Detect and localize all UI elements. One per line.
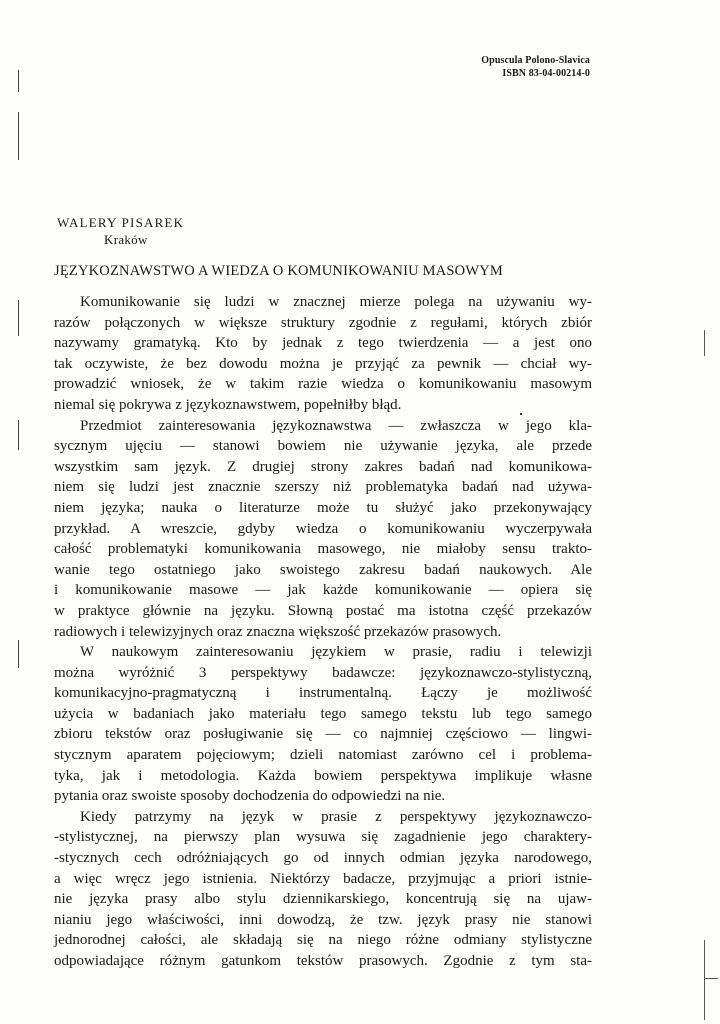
body-line: jednorodnej całości, ale składają się na niego różne odmiany stylistyczne <box>54 932 592 949</box>
body-line: niem języka; nauka o literaturze może tu służyć jako przekonywający <box>54 499 592 516</box>
body-line: niemal się pokrywa z językoznawstwem, popełniłby błąd. <box>54 396 402 413</box>
body-line: tak oczywiste, że bez dowodu można je przyjąć za pewnik — chciał wy- <box>54 355 592 372</box>
scan-edge-mark <box>704 940 705 1020</box>
scan-edge-mark <box>704 330 705 356</box>
body-line: tyka, jak i metodologia. Każda bowiem perspektywa implikuje własne <box>54 767 592 784</box>
scan-edge-mark <box>18 112 19 160</box>
body-line: prowadzić wniosek, że w takim razie wiedza o komunikowaniu masowym <box>54 376 592 393</box>
body-line: a więc wręcz jego istnienia. Niektórzy badacze, przyjmując a priori istnie- <box>54 870 592 887</box>
scan-edge-mark <box>704 978 718 979</box>
body-line: wszystkim sam język. Z drugiej strony zakres badań nad komunikowa- <box>54 458 592 475</box>
body-line: -stycznych cech odróżniających go od innych odmian języka narodowego, <box>54 850 592 867</box>
body-line: nianiu jego właściwości, inni dowodzą, że tzw. język prasy nie stanowi <box>54 911 592 928</box>
body-line: sycznym ujęciu — stanowi bowiem nie używanie języka, ale przede <box>54 438 592 455</box>
article-title: JĘZYKOZNAWSTWO A WIEDZA O KOMUNIKOWANIU MASOWYM <box>54 263 503 279</box>
body-line: niem się ludzi jest znacznie szerszy niż problematyka badań nad używa- <box>54 479 592 496</box>
scan-edge-mark <box>18 640 19 668</box>
body-line: przykład. A wreszcie, gdyby wiedza o komunikowaniu wyczerpywała <box>54 520 592 537</box>
body-line: zbioru tekstów oraz posługiwanie się — co najmniej częściowo — lingwi- <box>54 726 592 743</box>
body-line: pytania oraz swoiste sposoby dochodzenia do odpowiedzi na nie. <box>54 788 446 805</box>
body-line: można wyróżnić 3 perspektywy badawcze: językoznawczo-stylistyczną, <box>54 664 592 681</box>
body-line: odpowiadające różnym gatunkom tekstów prasowych. Zgodnie z tym sta- <box>54 953 592 969</box>
scan-edge-mark <box>18 300 19 336</box>
author-city: Kraków <box>104 232 148 247</box>
body-line: radiowych i telewizyjnych oraz znaczna większość przekazów prasowych. <box>54 623 502 640</box>
body-line: w praktyce głównie na języku. Słowną postać ma istotna część przekazów <box>54 602 592 619</box>
journal-isbn: ISBN 83-04-00214-0 <box>502 68 590 79</box>
body-line: wanie tego ostatniego jako swoistego zakresu badań naukowych. Ale <box>54 561 592 578</box>
body-line: -stylistycznej, na pierwszy plan wysuwa się zagadnienie jego charaktery- <box>54 829 592 846</box>
scan-edge-mark <box>18 70 19 92</box>
author-block <box>57 214 184 248</box>
journal-name: Opuscula Polono-Slavica <box>481 55 590 66</box>
body-line: W naukowym zainteresowaniu językiem w prasie, radiu i telewizji <box>80 644 592 661</box>
body-line: Komunikowanie się ludzi w znacznej mierze polega na używaniu wy- <box>80 294 592 310</box>
scan-speck <box>520 413 522 415</box>
body-line: stycznym aparatem pojęciowym; dzieli natomiast zarówno cel i problema- <box>54 747 592 764</box>
scan-edge-mark <box>18 420 19 450</box>
body-line: użycia w badaniach jako materiału tego samego tekstu lub tego samego <box>54 705 592 722</box>
journal-info <box>481 54 590 80</box>
body-line: całość problematyki komunikowania masowego, nie miałoby sensu trakto- <box>54 541 592 558</box>
body-line: i komunikowanie masowe — jak każde komunikowanie — opiera się <box>54 582 592 599</box>
article-body <box>54 292 592 972</box>
author-name: WALERY PISAREK <box>57 215 185 230</box>
body-line: Kiedy patrzymy na język w prasie z perspektywy językoznawczo- <box>80 808 592 825</box>
body-line: komunikacyjno-pragmatyczną i instrumentalną. Łączy je możliwość <box>54 685 592 702</box>
body-line: razów połączonych w większe struktury zgodnie z regułami, których zbiór <box>54 314 592 331</box>
body-line: nazywamy gramatyką. Kto by jednak z tego twierdzenia — a jest ono <box>54 335 592 352</box>
body-line: Przedmiot zainteresowania językoznawstwa — zwłaszcza w jego kla- <box>80 417 592 434</box>
body-line: nie języka prasy albo stylu dziennikarskiego, koncentrują się na ujaw- <box>54 891 592 908</box>
